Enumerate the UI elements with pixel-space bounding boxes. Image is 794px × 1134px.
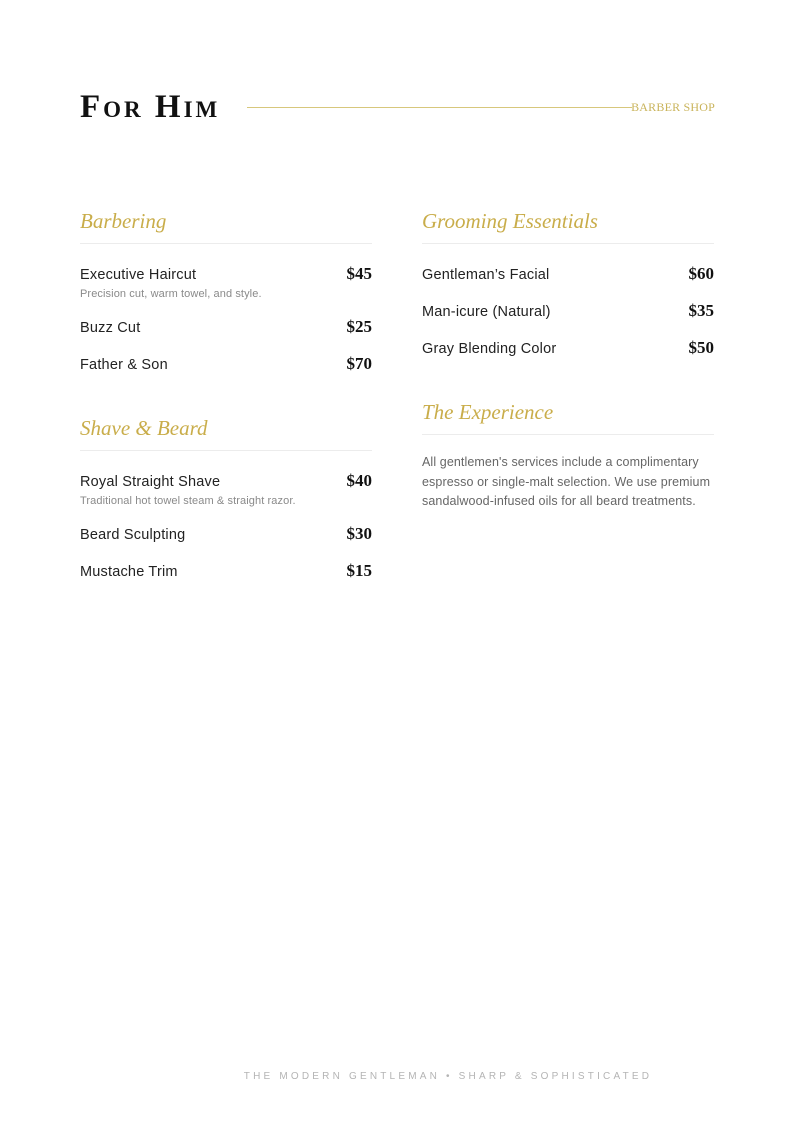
page-header <box>80 88 715 128</box>
menu-item-row <box>422 301 714 321</box>
menu-item <box>80 317 372 337</box>
menu-item-name: Man-icure (Natural) <box>422 304 551 320</box>
menu-item-row <box>80 561 372 581</box>
section-barbering <box>80 205 372 374</box>
menu-item-price: $70 <box>346 354 372 373</box>
menu-item-name: Mustache Trim <box>80 564 178 580</box>
menu-item-description: Traditional hot towel steam & straight razor. <box>80 495 296 507</box>
menu-item <box>80 354 372 374</box>
menu-item-price: $25 <box>346 317 372 336</box>
menu-item-name: Buzz Cut <box>80 320 141 336</box>
menu-item-price: $35 <box>688 301 714 320</box>
section-title: Shave & Beard <box>80 412 372 451</box>
section-the-experience <box>422 396 714 512</box>
menu-item-price: $50 <box>688 338 714 357</box>
menu-item-name: Father & Son <box>80 357 168 373</box>
menu-item-row <box>422 264 714 284</box>
menu-item-row <box>80 471 372 491</box>
menu-item <box>422 338 714 358</box>
section-title: Barbering <box>80 205 372 244</box>
page-title: For Him <box>80 89 221 125</box>
menu-item-description: Precision cut, warm towel, and style. <box>80 288 262 300</box>
menu-item-row <box>80 524 372 544</box>
menu-item-price: $45 <box>346 264 372 283</box>
menu-item-row <box>422 338 714 358</box>
section-shave-beard <box>80 412 372 581</box>
menu-item-price: $30 <box>346 524 372 543</box>
page-footer: THE MODERN GENTLEMAN • SHARP & SOPHISTICATED <box>243 1071 653 1082</box>
menu-item-row <box>80 317 372 337</box>
menu-item-price: $15 <box>346 561 372 580</box>
menu-item <box>422 264 714 284</box>
menu-item-name: Gentleman’s Facial <box>422 267 550 283</box>
menu-item-name: Gray Blending Color <box>422 341 557 357</box>
right-column <box>422 205 714 540</box>
menu-item-row <box>80 264 372 284</box>
experience-description: All gentlemen's services include a complimentary espresso or single-malt selection. We use premium sandalwood-infused oils for all beard treatments. <box>422 455 711 508</box>
section-grooming-essentials <box>422 205 714 358</box>
header-tagline: BARBER SHOP <box>631 100 715 114</box>
section-title: The Experience <box>422 396 714 435</box>
menu-item-price: $60 <box>688 264 714 283</box>
menu-item-name: Executive Haircut <box>80 267 197 283</box>
menu-item <box>80 264 372 300</box>
menu-item <box>80 471 372 507</box>
menu-item <box>80 524 372 544</box>
menu-item-row <box>80 354 372 374</box>
header-divider <box>247 107 632 108</box>
left-column <box>80 205 372 609</box>
menu-item <box>80 561 372 581</box>
menu-item-name: Beard Sculpting <box>80 527 186 543</box>
menu-item <box>422 301 714 321</box>
section-title: Grooming Essentials <box>422 205 714 244</box>
menu-item-name: Royal Straight Shave <box>80 474 221 490</box>
menu-item-price: $40 <box>346 471 372 490</box>
